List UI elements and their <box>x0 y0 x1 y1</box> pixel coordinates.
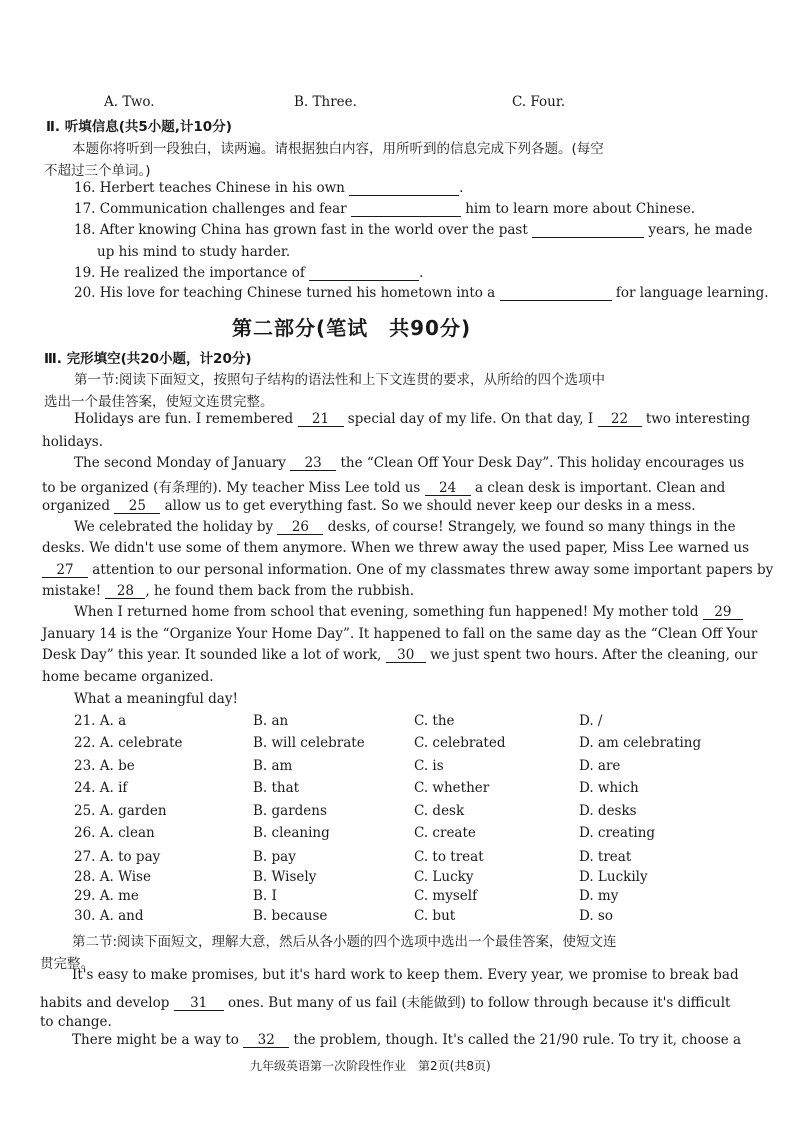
cloze-blank-28[interactable]: 28 <box>105 584 145 599</box>
option-22-c[interactable]: C. celebrated <box>414 735 506 751</box>
cloze-blank-27[interactable]: 27 <box>42 563 88 578</box>
option-25-c[interactable]: C. desk <box>414 803 465 819</box>
question-16-text: 16. Herbert teaches Chinese in his own <box>74 180 345 196</box>
cloze-blank-26[interactable]: 26 <box>277 520 323 535</box>
cloze-blank-22[interactable]: 22 <box>598 412 642 427</box>
passage-text: to be organized (有条理的). My teacher Miss Lee told us <box>42 480 421 496</box>
answer-blank-17[interactable] <box>351 202 461 217</box>
option-21-c[interactable]: C. the <box>414 713 455 729</box>
question-18-text: 18. After knowing China has grown fast in the world over the past <box>74 222 528 238</box>
option-24-d[interactable]: D. which <box>579 780 639 796</box>
passage-text: special day of my life. On that day, I <box>347 411 594 427</box>
option-25-a[interactable]: 25. A. garden <box>74 803 167 819</box>
option-24-c[interactable]: C. whether <box>414 780 490 796</box>
passage-line <box>74 411 750 427</box>
option-29-a[interactable]: 29. A. me <box>74 888 139 904</box>
passage-text: There might be a way to <box>72 1032 239 1048</box>
section-3-part-2-instruction-line-2: 贯完整。 <box>40 956 94 972</box>
passage-line <box>74 604 743 620</box>
option-30-d[interactable]: D. so <box>579 908 613 924</box>
passage-line <box>42 583 414 599</box>
option-27-a[interactable]: 27. A. to pay <box>74 849 161 865</box>
passage-line <box>74 455 744 471</box>
passage-line <box>42 476 725 496</box>
option-22-b[interactable]: B. will celebrate <box>253 735 365 751</box>
passage-line <box>42 562 773 578</box>
option-21-b[interactable]: B. an <box>253 713 289 729</box>
passage-line <box>40 991 730 1011</box>
cloze-blank-31[interactable]: 31 <box>174 996 224 1011</box>
section-3-heading: Ⅲ. 完形填空(共20小题，计20分) <box>44 351 252 367</box>
option-30-a[interactable]: 30. A. and <box>74 908 144 924</box>
passage-text: ones. But many of us fail (未能做到) to follow through because it's difficult <box>227 995 731 1011</box>
passage-line: It's easy to make promises, but it's hard work to keep them. Every year, we promise to break bad <box>72 967 739 983</box>
option-27-b[interactable]: B. pay <box>253 849 296 865</box>
section-3-part-1-instruction-line-2: 选出一个最佳答案，使短文连贯完整。 <box>44 394 274 410</box>
option-30-c[interactable]: C. but <box>414 908 456 924</box>
passage-text: we just spent two hours. After the cleaning, our <box>430 647 758 663</box>
passage-line: holidays. <box>42 434 103 450</box>
passage-text: habits and develop <box>40 995 170 1011</box>
passage-text: desks, of course! Strangely, we found so many things in the <box>327 519 736 535</box>
passage-text: The second Monday of January <box>74 455 286 471</box>
option-26-d[interactable]: D. creating <box>579 825 656 841</box>
option-29-b[interactable]: B. I <box>253 888 277 904</box>
option-23-a[interactable]: 23. A. be <box>74 758 135 774</box>
passage-text: mistake! <box>42 583 102 599</box>
cloze-blank-21[interactable]: 21 <box>298 412 344 427</box>
question-18-end: years, he made <box>648 222 753 238</box>
part-2-title: 第二部分(笔试 共90分) <box>232 316 472 340</box>
section-3-part-1-instruction-line-1: 第一节:阅读下面短文，按照句子结构的语法性和上下文连贯的要求，从所给的四个选项中 <box>74 372 606 388</box>
question-16 <box>74 180 463 196</box>
passage-line: to change. <box>40 1014 112 1030</box>
option-24-b[interactable]: B. that <box>253 780 300 796</box>
question-20 <box>74 285 769 301</box>
answer-blank-20[interactable] <box>500 286 612 301</box>
passage-text: the “Clean Off Your Desk Day”. This holiday encourages us <box>340 455 745 471</box>
option-25-d[interactable]: D. desks <box>579 803 637 819</box>
option-23-c[interactable]: C. is <box>414 758 444 774</box>
cloze-blank-32[interactable]: 32 <box>243 1033 289 1048</box>
question-19-text: 19. He realized the importance of <box>74 265 305 281</box>
passage-text: Desk Day” this year. It sounded like a lot of work, <box>42 647 382 663</box>
option-28-b[interactable]: B. Wisely <box>253 869 317 885</box>
question-19-end: . <box>419 265 424 281</box>
cloze-blank-25[interactable]: 25 <box>114 499 160 514</box>
option-27-d[interactable]: D. treat <box>579 849 632 865</box>
answer-blank-16[interactable] <box>349 181 459 196</box>
option-23-b[interactable]: B. am <box>253 758 293 774</box>
question-17-text: 17. Communication challenges and fear <box>74 201 347 217</box>
option-27-c[interactable]: C. to treat <box>414 849 484 865</box>
option-28-a[interactable]: 28. A. Wise <box>74 869 151 885</box>
option-23-d[interactable]: D. are <box>579 758 621 774</box>
option-30-b[interactable]: B. because <box>253 908 328 924</box>
passage-line <box>42 498 696 514</box>
option-26-c[interactable]: C. create <box>414 825 476 841</box>
option-26-b[interactable]: B. cleaning <box>253 825 330 841</box>
passage-text: the problem, though. It's called the 21/90 rule. To try it, choose a <box>293 1032 742 1048</box>
passage-text: organized <box>42 498 111 514</box>
option-c-four: C. Four. <box>512 94 566 110</box>
question-20-text: 20. His love for teaching Chinese turned his hometown into a <box>74 285 496 301</box>
question-17-end: him to learn more about Chinese. <box>465 201 696 217</box>
page-footer: 九年级英语第一次阶段性作业 第2页(共8页) <box>250 1059 491 1073</box>
cloze-blank-23[interactable]: 23 <box>290 456 336 471</box>
answer-blank-18[interactable] <box>532 223 644 238</box>
option-28-d[interactable]: D. Luckily <box>579 869 648 885</box>
option-24-a[interactable]: 24. A. if <box>74 780 128 796</box>
section-2-instruction-line-1: 本题你将听到一段独白，读两遍。请根据独白内容，用所听到的信息完成下列各题。(每空 <box>72 141 604 157</box>
question-18-continued: up his mind to study harder. <box>97 244 291 260</box>
passage-text: a clean desk is important. Clean and <box>474 480 726 496</box>
passage-text: We celebrated the holiday by <box>74 519 274 535</box>
option-b-three: B. Three. <box>294 94 357 110</box>
passage-line <box>42 647 757 663</box>
passage-line <box>72 1032 741 1048</box>
cloze-blank-29[interactable]: 29 <box>703 605 743 620</box>
passage-text: , he found them back from the rubbish. <box>145 583 415 599</box>
passage-line: January 14 is the “Organize Your Home Day”. It happened to fall on the same day as the “Clean Off Your <box>42 626 758 642</box>
passage-text: allow us to get everything fast. So we should never keep our desks in a mess. <box>164 498 696 514</box>
option-29-c[interactable]: C. myself <box>414 888 478 904</box>
option-a-two: A. Two. <box>104 94 155 110</box>
option-28-c[interactable]: C. Lucky <box>414 869 474 885</box>
answer-blank-19[interactable] <box>309 266 419 281</box>
question-18 <box>74 222 752 238</box>
option-25-b[interactable]: B. gardens <box>253 803 327 819</box>
passage-line: home became organized. <box>42 669 214 685</box>
passage-text: two interesting <box>645 411 751 427</box>
cloze-blank-30[interactable]: 30 <box>386 648 426 663</box>
option-26-a[interactable]: 26. A. clean <box>74 825 155 841</box>
option-21-a[interactable]: 21. A. a <box>74 713 127 729</box>
option-22-d[interactable]: D. am celebrating <box>579 735 702 751</box>
section-3-part-2-instruction-line-1: 第二节:阅读下面短文，理解大意，然后从各小题的四个选项中选出一个最佳答案，使短文连 <box>72 934 617 950</box>
question-17 <box>74 201 695 217</box>
option-22-a[interactable]: 22. A. celebrate <box>74 735 183 751</box>
passage-line: What a meaningful day! <box>74 691 238 707</box>
question-16-end: . <box>459 180 464 196</box>
passage-text: When I returned home from school that evening, something fun happened! My mother told <box>74 604 699 620</box>
section-2-heading: Ⅱ. 听填信息(共5小题,计10分) <box>46 119 232 135</box>
section-2-instruction-line-2: 不超过三个单词。) <box>44 163 151 179</box>
option-29-d[interactable]: D. my <box>579 888 619 904</box>
question-20-end: for language learning. <box>615 285 769 301</box>
passage-line <box>74 519 736 535</box>
passage-line: desks. We didn't use some of them anymore. When we threw away the used paper, Miss Lee warned us <box>42 540 750 556</box>
passage-text: Holidays are fun. I remembered <box>74 411 294 427</box>
option-21-d[interactable]: D. / <box>579 713 603 729</box>
question-19 <box>74 265 423 281</box>
passage-text: attention to our personal information. One of my classmates threw away some important papers by <box>92 562 774 578</box>
cloze-blank-24[interactable]: 24 <box>425 481 471 496</box>
